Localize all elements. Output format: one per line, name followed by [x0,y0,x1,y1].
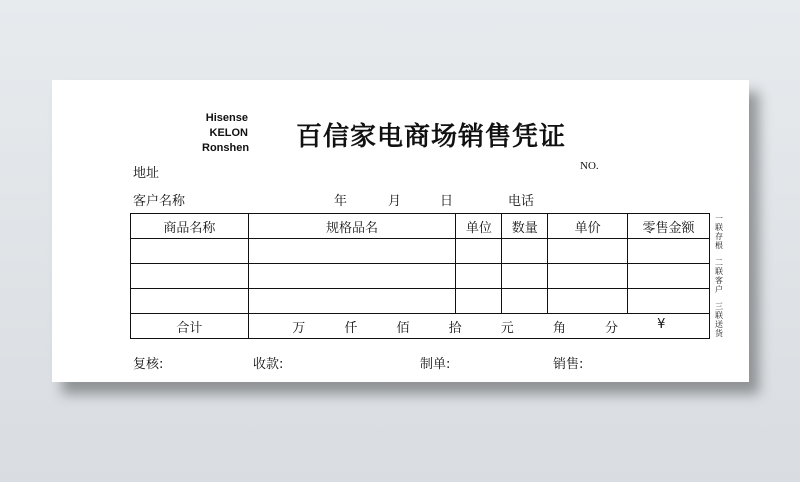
cashier-label: 收款: [253,357,284,372]
table-cell [628,239,710,264]
unit-yuan: 元 [500,320,514,336]
items-table [130,213,710,339]
brand-line-2: KELON [209,127,248,139]
brand-line-1: Hisense [205,112,248,124]
table-cell [131,264,249,289]
date-month-label: 月 [388,194,402,209]
copy-label-customer: 二 联 客 户 [715,258,723,294]
phone-label: 电话 [508,194,535,209]
table-cell [248,289,456,314]
table-cell [502,264,548,289]
date-year-label: 年 [334,194,348,209]
total-row [131,314,710,339]
maker-label: 制单: [420,357,451,372]
table-cell [456,239,502,264]
table-cell [248,239,456,264]
brand-logo [202,111,248,156]
col-header-price: 单价 [548,214,628,239]
col-header-qty: 数量 [502,214,548,239]
brand-line-3: Ronshen [202,142,250,154]
table-cell [548,264,628,289]
total-label: 合计 [131,314,249,339]
review-label: 复核: [133,357,164,372]
table-cell [548,239,628,264]
table-row [131,239,710,264]
unit-shi: 拾 [448,320,462,336]
table-cell [502,289,548,314]
yen-symbol: ¥ [657,316,666,332]
unit-bai: 佰 [396,320,410,336]
table-cell [456,264,502,289]
table-row [131,264,710,289]
table-row [131,289,710,314]
address-label: 地址 [133,166,160,181]
form-title: 百信家电商场销售凭证 [296,122,567,152]
unit-jiao: 角 [552,320,566,336]
table-cell [628,264,710,289]
table-header-row [131,214,710,239]
col-header-unit: 单位 [456,214,502,239]
total-amount-cell [248,314,709,339]
customer-name-label: 客户名称 [133,194,186,209]
unit-qian: 仟 [344,320,358,336]
copy-label-stub: 一 联 存 根 [715,214,723,250]
table-cell [548,289,628,314]
unit-fen: 分 [604,320,618,336]
sales-label: 销售: [553,357,584,372]
copy-label-delivery: 三 联 送 货 [715,302,723,338]
table-cell [131,239,249,264]
table-cell [456,289,502,314]
table-cell [628,289,710,314]
col-header-amount: 零售金额 [628,214,710,239]
receipt-number-label: NO. [580,160,599,172]
col-header-spec: 规格品名 [248,214,456,239]
date-day-label: 日 [440,194,454,209]
unit-wan: 万 [292,320,306,336]
col-header-product: 商品名称 [131,214,249,239]
table-cell [131,289,249,314]
table-cell [502,239,548,264]
table-cell [248,264,456,289]
copy-labels [713,214,725,338]
